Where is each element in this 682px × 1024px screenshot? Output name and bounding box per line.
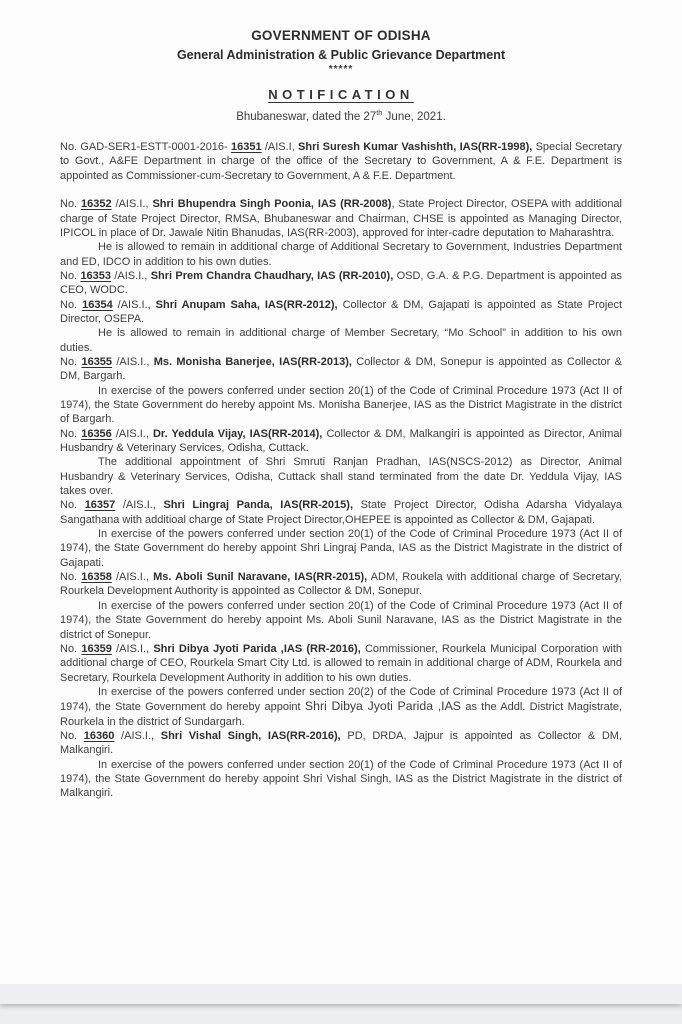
- text-run: ADM, Roukela with additional charge of Secretary, Rourkela Development Authority is appointed as Collector & DM, Sonepur.: [60, 571, 622, 598]
- text-run: as the Addl. District Magistrate, Rourkela in the district of Sundargarh.: [60, 701, 623, 728]
- text-run: In exercise of the powers conferred under section 20(1) of the Code of Criminal Procedure 1973 (Act II of 1974), the State Government do hereby appoint Ms. Monisha Banerjee, IAS as the District Magistrate in the district of Bargarh.: [60, 384, 622, 426]
- officer-name: Shri Lingraj Panda, IAS(RR-2015),: [163, 499, 354, 512]
- entry-16358: [60, 570, 622, 599]
- text-run: No.: [60, 571, 82, 584]
- date-text-suffix: June, 2021.: [382, 110, 446, 123]
- text-run: In exercise of the powers conferred under section 20(1) of the Code of Criminal Procedure 1973 (Act II of 1974), the State Government do hereby appoint Shri Lingraj Panda, IAS as the District Magistrate in the district of Gajapati.: [60, 528, 622, 569]
- text-run: In exercise of the powers conferred under section 20(2) of the Code of Criminal Procedure 1973 (Act II of 1974), the State Government do hereby appoint: [60, 685, 622, 714]
- entry-16357: [60, 498, 622, 527]
- officer-name: Shri Dibya Jyoti Parida ,IAS: [304, 699, 462, 714]
- sub-paragraph-16358: [60, 599, 622, 642]
- serial-number: 16355: [81, 355, 113, 368]
- entry-16353: [60, 269, 622, 298]
- text-run: In exercise of the powers conferred under section 20(1) of the Code of Criminal Procedure 1973 (Act II of 1974), the State Government do hereby appoint Ms. Aboli Sunil Naravane, IAS as the District Magistrate in the district of Sonepur.: [60, 599, 622, 641]
- sub-paragraph-16360: [60, 758, 622, 801]
- text-run: /AIS.I.,: [111, 427, 153, 440]
- text-run: /AIS.I.,: [111, 642, 154, 655]
- text-run: State Project Director, Odisha Adarsha Vidyalaya Sangathana with additioal charge of State Project Director,OHEPEE is appointed as Collector & DM, Gajapati.: [60, 499, 622, 526]
- serial-number: 16354: [82, 298, 113, 311]
- serial-number: 16356: [81, 427, 112, 440]
- page-bottom-edge: [0, 984, 682, 1004]
- text-run: /AIS.I,: [261, 140, 299, 153]
- text-run: No.: [60, 427, 82, 440]
- text-run: He is allowed to remain in additional charge of Member Secretary, “Mo School” in addition to his own duties.: [60, 327, 622, 354]
- text-run: PD, DRDA, Jajpur is appointed as Collector & DM, Malkangiri.: [60, 729, 622, 757]
- serial-number: 16357: [84, 499, 116, 512]
- text-run: In exercise of the powers conferred under section 20(1) of the Code of Criminal Procedure 1973 (Act II of 1974), the State Government do hereby appoint Shri Vishal Singh, IAS as the District Magistrate in the district of Malkangiri.: [60, 758, 622, 800]
- sub-paragraph-16357: [60, 527, 622, 570]
- officer-name: Ms. Aboli Sunil Naravane, IAS(RR-2015),: [153, 571, 368, 584]
- text-run: /AIS.I.,: [111, 269, 151, 282]
- notification-body: [60, 140, 622, 801]
- serial-number: 16351: [230, 140, 262, 153]
- notification-title: NOTIFICATION: [268, 87, 414, 102]
- text-run: /AIS.I.,: [111, 198, 153, 211]
- divider-stars: *****: [328, 64, 354, 75]
- text-run: No.: [60, 355, 82, 368]
- sub-paragraph-16352: [60, 240, 622, 269]
- sub-paragraph-16356: [60, 455, 622, 498]
- text-run: /AIS.I.,: [115, 499, 164, 512]
- entry-16354: [60, 298, 622, 327]
- text-run: No.: [60, 729, 84, 742]
- serial-number: 16352: [81, 198, 112, 211]
- text-run: Collector & DM, Gajapati is appointed as State Project Director, OSEPA.: [60, 298, 623, 325]
- officer-name: Shri Anupam Saha, IAS(RR-2012),: [155, 298, 338, 311]
- serial-number: 16359: [81, 642, 112, 655]
- serial-number: 16360: [83, 729, 115, 742]
- text-run: /AIS.I.,: [111, 571, 154, 584]
- text-run: No.: [60, 269, 81, 282]
- text-run: The additional appointment of Shri Smruti Ranjan Pradhan, IAS(NSCS-2012) as Director, Animal Husbandry & Veterinary Services, Odisha, Cuttack shall stand terminated from the date Dr. Yeddula Vijay, IAS takes over.: [60, 456, 622, 498]
- sub-paragraph-16355: [60, 384, 622, 427]
- serial-number: 16358: [81, 571, 112, 584]
- date-text: Bhubaneswar, dated the 27: [236, 110, 377, 123]
- government-title: GOVERNMENT OF ODISHA: [251, 28, 431, 43]
- text-run: , State Project Director, OSEPA with additional charge of State Project Director, RMSA, Bhubaneswar and Chairman, CHSE is appointed as Managing Director, IPICOL in place of Dr. Jawale Nitin Bhanudas, IAS(RR-2003), approved for inter-cadre deputation to Maharashtra.: [60, 198, 622, 239]
- document-header: [60, 28, 622, 123]
- sub-paragraph-16359: [60, 685, 622, 729]
- text-run: Special Secretary to Govt., A&FE Department in charge of the office of the Secretary to Government, A & F.E. Department is appointed as Commissioner-cum-Secretary to Government, A & F.E. Department.: [60, 140, 622, 182]
- entry-16352: [60, 197, 622, 240]
- text-run: /AIS.I.,: [114, 729, 161, 742]
- entry-16356: [60, 427, 622, 456]
- text-run: No.: [60, 499, 85, 512]
- officer-name: Shri Suresh Kumar Vashishth, IAS(RR-1998),: [298, 140, 533, 153]
- department-title: General Administration & Public Grievance Department: [176, 48, 506, 62]
- officer-name: Shri Dibya Jyoti Parida ,IAS (RR-2016),: [153, 642, 361, 655]
- text-run: OSD, G.A. & P.G. Department is appointed as CEO, WODC.: [60, 269, 622, 297]
- officer-name: Dr. Yeddula Vijay, IAS(RR-2014),: [152, 427, 323, 440]
- date-line: [60, 108, 622, 123]
- entry-16360: [60, 729, 622, 758]
- entry-16351: [60, 140, 622, 183]
- text-run: No.: [60, 642, 82, 655]
- officer-name: Shri Prem Chandra Chaudhary, IAS (RR-2010),: [150, 269, 394, 282]
- text-run: Collector & DM, Sonepur is appointed as Collector & DM, Bargarh.: [60, 355, 622, 383]
- text-run: Collector & DM, Malkangiri is appointed as Director, Animal Husbandry & Veterinary Services, Odisha, Cuttack.: [60, 427, 622, 455]
- officer-name: Ms. Monisha Banerjee, IAS(RR-2013),: [153, 355, 352, 368]
- serial-number: 16353: [80, 269, 112, 282]
- date-ordinal-suffix: th: [376, 108, 383, 117]
- text-run: /AIS.I.,: [112, 355, 154, 368]
- text-run: No.: [60, 198, 82, 211]
- text-run: Commissioner, Rourkela Municipal Corporation with additional charge of CEO, Rourkela Smart City Ltd. is allowed to remain in additional charge of ADM, Rourkela and Secretary, Rourkela Development Authority in addition to his own duties.: [60, 642, 623, 684]
- officer-name: Shri Bhupendra Singh Poonia, IAS (RR-2008): [152, 198, 392, 211]
- sub-paragraph-16354: [60, 326, 622, 355]
- text-run: He is allowed to remain in additional charge of Additional Secretary to Government, Industries Department and ED, IDCO in addition to his own duties.: [60, 241, 622, 268]
- officer-name: Shri Vishal Singh, IAS(RR-2016),: [160, 729, 341, 742]
- text-run: No. GAD-SER1-ESTT-0001-2016-: [60, 140, 231, 153]
- text-run: No.: [60, 298, 83, 311]
- entry-16355: [60, 355, 622, 384]
- text-run: /AIS.I.,: [112, 298, 156, 311]
- entry-16359: [60, 642, 622, 685]
